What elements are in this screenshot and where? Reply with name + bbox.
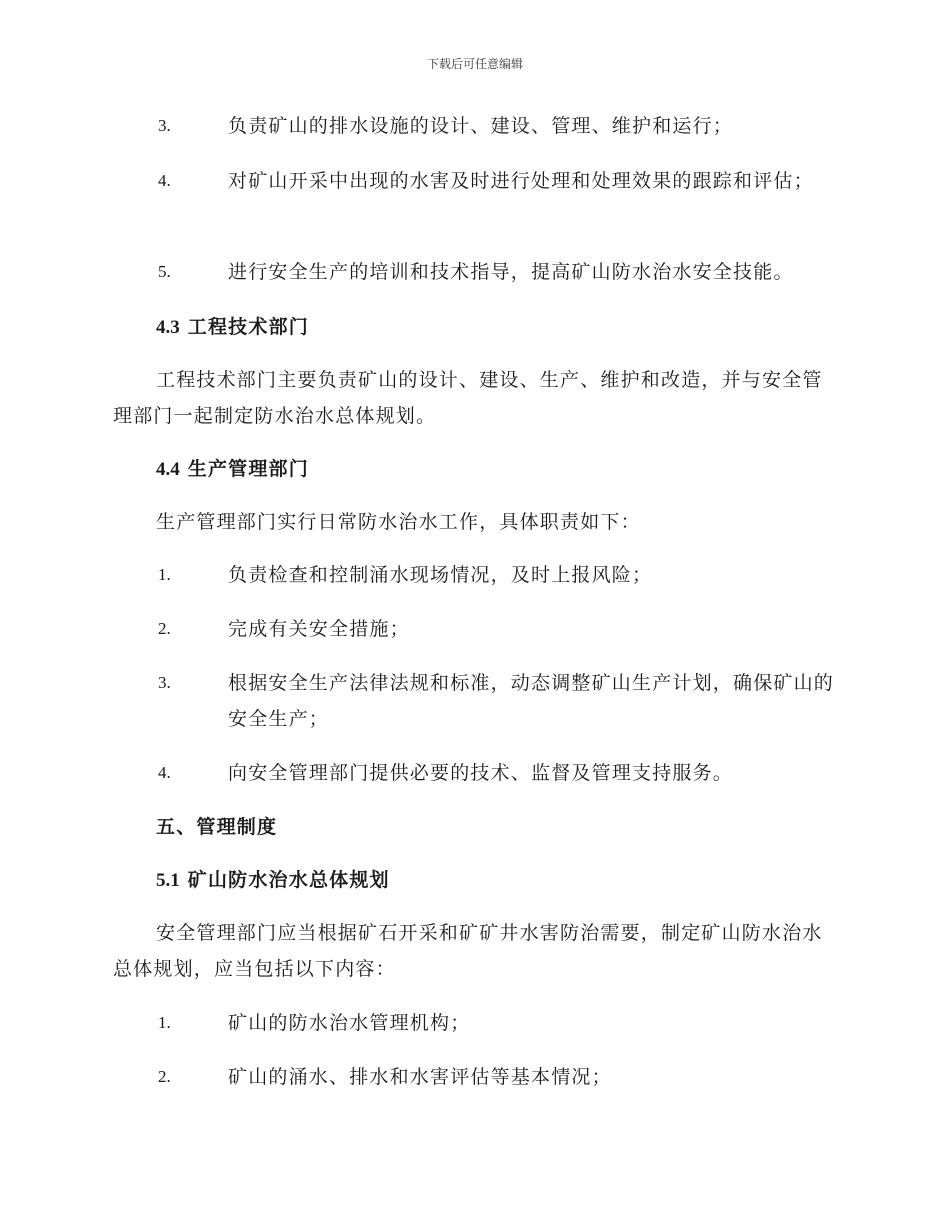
list-item [113, 254, 835, 290]
section-heading [156, 862, 390, 899]
list-item-number: 3. [158, 116, 171, 135]
section-title: 生产管理部门 [187, 458, 309, 480]
list-item-text: 矿山的防水治水管理机构； [228, 1012, 471, 1034]
paragraph: 生产管理部门实行日常防水治水工作，具体职责如下： [156, 511, 641, 533]
paragraph: 工程技术部门主要负责矿山的设计、建设、生产、维护和改造，并与安全管理部门一起制定防水治水总体规划。 [113, 369, 823, 427]
section-number: 5.1 [156, 870, 180, 891]
list-item-text: 负责矿山的排水设施的设计、建设、管理、维护和运行； [228, 115, 734, 137]
list-item-number: 1. [158, 565, 171, 584]
list-item-text: 矿山的涌水、排水和水害评估等基本情况； [228, 1066, 612, 1088]
chapter-heading: 五、管理制度 [156, 816, 278, 838]
list-item [113, 611, 835, 647]
list-item-text: 向安全管理部门提供必要的技术、监督及管理支持服务。 [228, 762, 734, 784]
paragraph: 安全管理部门应当根据矿石开采和矿矿井水害防治需要，制定矿山防水治水总体规划，应当包括以下内容： [113, 922, 823, 980]
list-item-text: 完成有关安全措施； [228, 618, 410, 640]
list-item-number: 2. [158, 1067, 171, 1086]
page-header: 下载后可任意编辑 [426, 57, 523, 71]
section-title: 工程技术部门 [187, 316, 309, 338]
list-item-number: 4. [158, 171, 171, 190]
list-item [113, 557, 835, 593]
section-number: 4.4 [156, 459, 180, 480]
section-heading [156, 451, 309, 488]
list-item-text: 根据安全生产法律法规和标准，动态调整矿山生产计划，确保矿山的安全生产； [228, 672, 835, 730]
section-number: 4.3 [156, 317, 180, 338]
list-item-number: 5. [158, 262, 171, 281]
list-item [113, 163, 835, 199]
list-item-number: 3. [158, 673, 171, 692]
list-item-text: 进行安全生产的培训和技术指导，提高矿山防水治水安全技能。 [228, 261, 794, 283]
section-heading [156, 309, 309, 346]
section-title: 矿山防水治水总体规划 [187, 869, 390, 891]
list-item [113, 755, 835, 791]
list-item-text: 对矿山开采中出现的水害及时进行处理和处理效果的跟踪和评估； [228, 170, 814, 192]
list-item [113, 665, 835, 737]
list-item [113, 1059, 835, 1095]
list-item-text: 负责检查和控制涌水现场情况，及时上报风险； [228, 564, 653, 586]
list-item [113, 1005, 835, 1041]
list-item-number: 4. [158, 763, 171, 782]
list-item-number: 2. [158, 619, 171, 638]
list-item [113, 108, 835, 144]
list-item-number: 1. [158, 1013, 171, 1032]
